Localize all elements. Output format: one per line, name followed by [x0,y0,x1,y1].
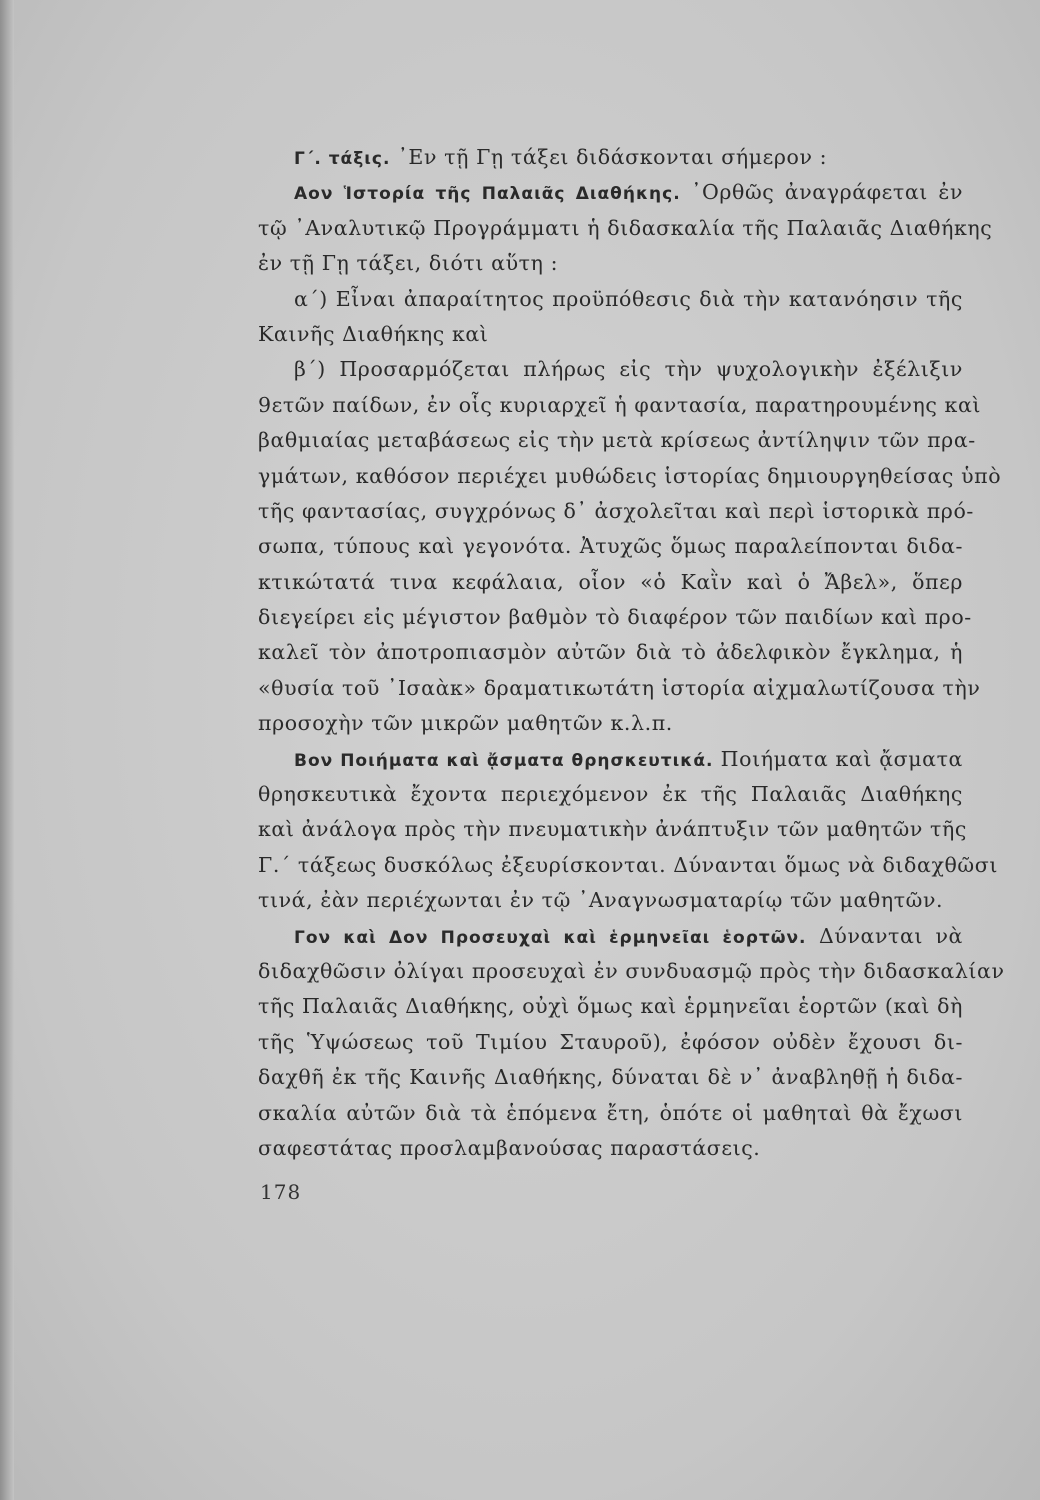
line-text: κτικώτατά τινα κεφάλαια, οἷον «ὁ Καῒν καὶ ὁ Ἄβελ», ὅπερ [258,569,963,594]
text-line [258,1131,963,1166]
text-line [258,211,993,246]
text-line [258,494,974,529]
text-line [258,459,1002,494]
text-line [258,742,963,777]
text-line [258,954,1005,989]
section-heading: Γον καὶ Δον Προσευχαὶ καὶ ἑρμηνεῖαι ἑορτῶν. [294,927,807,948]
text-line [258,282,963,317]
line-text: σκαλία αὐτῶν διὰ τὰ ἑπόμενα ἔτη, ὁπότε οἱ μαθηταὶ θὰ ἔχωσι [258,1100,963,1125]
text-line [258,246,963,281]
text-line [258,352,963,387]
text-line [258,635,963,670]
line-text: γμάτων, καθόσον περιέχει μυθώδεις ἱστορίας δημιουργηθείσας ὑπὸ [258,463,1002,488]
text-line [258,989,963,1024]
line-text: Ποιήματα καὶ ᾄσματα [713,746,963,771]
text-line [258,388,982,423]
line-text: τῆς Παλαιᾶς Διαθήκης, οὐχὶ ὅμως καὶ ἑρμηνεῖαι ἑορτῶν (καὶ δὴ [258,994,963,1019]
section-heading: Βον Ποιήματα καὶ ᾄσματα θρησκευτικά. [294,750,714,771]
line-text: τῷ ᾽Αναλυτικῷ Προγράμματι ἡ διδασκαλία τῆς Παλαιᾶς Διαθήκης [258,215,993,240]
line-text: Καινῆς Διαθήκης καὶ [258,321,489,346]
text-line [258,529,963,564]
line-text: σωπα, τύπους καὶ γεγονότα. Ἀτυχῶς ὅμως παραλείπονται διδα- [258,534,963,559]
line-text: δαχθῆ ἐκ τῆς Καινῆς Διαθήκης, δύναται δὲ ν᾽ ἀναβληθῇ ἡ διδα- [258,1065,963,1090]
line-text: Γ.΄ τάξεως δυσκόλως ἐξευρίσκονται. Δύνανται ὅμως νὰ διδαχθῶσι [258,852,998,877]
text-line [258,777,963,812]
line-text: διεγείρει εἰς μέγιστον βαθμὸν τὸ διαφέρον τῶν παιδίων καὶ προ- [258,605,972,630]
line-text: σαφεστάτας προσλαμβανούσας παραστάσεις. [258,1135,761,1160]
line-text: βαθμιαίας μεταβάσεως εἰς τὴν μετὰ κρίσεως ἀντίληψιν τῶν πρα- [258,428,976,453]
text-line [258,317,963,352]
line-text: τῆς φαντασίας, συγχρόνως δ᾽ ἀσχολεῖται καὶ περὶ ἱστορικὰ πρό- [258,498,974,523]
line-text: ᾽Ορθῶς ἀναγράφεται ἐν [680,180,964,205]
section-heading: Αον Ἱστορία τῆς Παλαιᾶς Διαθήκης. [294,184,681,205]
text-line [258,848,998,883]
line-text: προσοχὴν τῶν μικρῶν μαθητῶν κ.λ.π. [258,711,673,736]
line-text: θρησκευτικὰ ἔχοντα περιεχόμενον ἐκ τῆς Παλαιᾶς Διαθήκης [258,782,963,807]
text-line [258,671,981,706]
text-line [258,1096,963,1131]
text-line [258,1060,963,1095]
line-text: α΄) Εἶναι ἀπαραίτητος προϋπόθεσις διὰ τὴν κατανόησιν τῆς [294,286,963,311]
line-text: τινά, ἐὰν περιέχωνται ἐν τῷ ᾽Αναγνωσματαρίῳ τῶν μαθητῶν. [258,888,944,913]
text-line [258,565,963,600]
page-number: 178 [260,1180,302,1204]
line-text: καὶ ἀνάλογα πρὸς τὴν πνευματικὴν ἀνάπτυξιν τῶν μαθητῶν τῆς [258,817,967,842]
line-text: διδαχθῶσιν ὀλίγαι προσευχαὶ ἐν συνδυασμῷ πρὸς τὴν διδασκαλίαν [258,958,1005,983]
line-text: ᾽Εν τῇ Γῃ τάξει διδάσκονται σήμερον : [390,145,828,169]
text-line [258,1025,963,1060]
text-line [258,140,963,175]
line-text: «θυσία τοῦ ᾽Ισαὰκ» δραματικωτάτη ἱστορία αἰχμαλωτίζουσα τὴν [258,675,981,700]
line-text: ἐν τῇ Γῃ τάξει, διότι αὕτη : [258,251,559,276]
text-line [258,812,967,847]
text-line [258,423,976,458]
text-line [258,919,963,954]
line-text: β΄) Προσαρμόζεται πλήρως εἰς τὴν ψυχολογικὴν ἐξέλιξιν [294,357,963,382]
section-heading: Γ΄. τάξις. [294,149,391,169]
text-line [258,706,963,741]
line-text: Δύνανται νὰ [806,923,964,948]
body-text [258,140,1005,1166]
page-edge-shadow [0,0,14,1500]
line-text: τῆς Ὑψώσεως τοῦ Τιμίου Σταυροῦ), ἐφόσον οὐδὲν ἔχουσι δι- [258,1029,963,1054]
line-text: καλεῖ τὸν ἀποτροπιασμὸν αὐτῶν διὰ τὸ ἀδελφικὸν ἔγκλημα, ἡ [258,640,963,665]
text-line [258,883,963,918]
line-text: 9ετῶν παίδων, ἐν οἷς κυριαρχεῖ ἡ φαντασία, παρατηρουμένης καὶ [258,392,982,417]
text-line [258,600,972,635]
text-line [258,175,963,210]
